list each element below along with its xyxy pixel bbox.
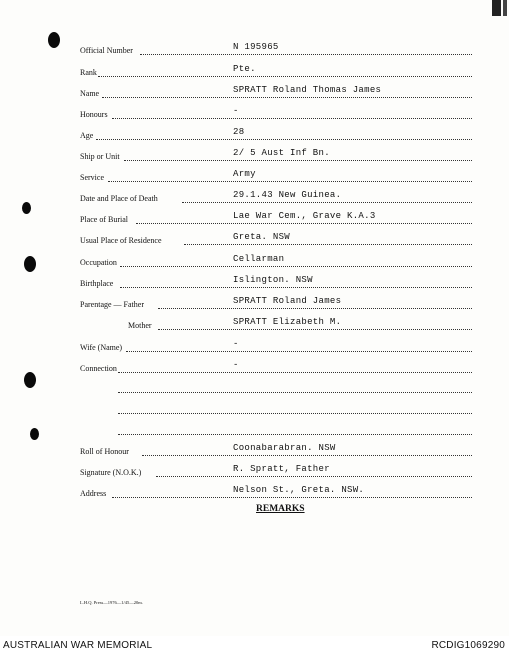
name-label: Name [80,89,100,98]
address-label: Address [80,489,107,498]
dotted-line [158,308,472,309]
printer-imprint: L.H.Q. Press—1976—1/45—20m. [80,600,143,605]
blank-dotted-line [118,413,472,414]
dotted-line [108,181,472,182]
dotted-line [112,497,472,498]
roll-of-honour-label: Roll of Honour [80,447,129,456]
service-label: Service [80,173,104,182]
dotted-line [98,76,472,77]
address-value: Nelson St., Greta. NSW. [233,485,365,495]
residence-value: Greta. NSW [233,232,291,242]
signature-value: R. Spratt, Father [233,464,330,474]
official-number-value: N 195965 [233,42,279,52]
name-value: SPRATT Roland Thomas James [233,85,382,95]
dotted-line [184,244,472,245]
father-label: Parentage — Father [80,300,144,309]
birthplace-value: Islington. NSW [233,275,313,285]
occupation-label: Occupation [80,258,117,267]
honours-label: Honours [80,110,108,119]
birthplace-label: Birthplace [80,279,114,288]
archive-footer [0,636,509,654]
connection-label: Connection [80,364,117,373]
dotted-line [118,372,472,373]
punch-hole [24,372,36,388]
dotted-line [142,455,472,456]
punch-hole [22,202,31,214]
dotted-line [158,329,472,330]
dotted-line [136,223,472,224]
residence-label: Usual Place of Residence [80,236,162,245]
corner-mark [492,0,501,16]
dotted-line [96,139,472,140]
wife-value: - [233,339,239,349]
remarks-heading: REMARKS [256,504,305,514]
rank-label: Rank [80,68,97,77]
honours-value: - [233,106,239,116]
age-value: 28 [233,127,245,137]
punch-hole [48,32,60,48]
blank-dotted-line [118,392,472,393]
mother-value: SPRATT Elizabeth M. [233,317,342,327]
dotted-line [182,202,472,203]
dotted-line [120,266,472,267]
service-value: Army [233,169,256,179]
connection-value: - [233,360,239,370]
burial-label: Place of Burial [80,215,128,224]
death-label: Date and Place of Death [80,194,158,203]
punch-hole [24,256,36,272]
dotted-line [120,287,472,288]
wife-label: Wife (Name) [80,343,123,352]
father-value: SPRATT Roland James [233,296,342,306]
dotted-line [112,118,472,119]
ship-or-unit-value: 2/ 5 Aust Inf Bn. [233,148,330,158]
dotted-line [124,160,472,161]
corner-mark [503,0,507,16]
blank-dotted-line [118,434,472,435]
punch-hole [30,428,39,440]
dotted-line [126,351,472,352]
rank-value: Pte. [233,64,256,74]
occupation-value: Cellarman [233,254,285,264]
official-number-label: Official Number [80,46,133,55]
dotted-line [140,54,472,55]
death-value: 29.1.43 New Guinea. [233,190,342,200]
ship-or-unit-label: Ship or Unit [80,152,120,161]
dotted-line [102,97,472,98]
signature-label: Signature (N.O.K.) [80,468,142,477]
age-label: Age [80,131,94,140]
footer-institution: AUSTRALIAN WAR MEMORIAL [3,640,153,651]
mother-label: Mother [128,321,152,330]
dotted-line [156,476,472,477]
roll-of-honour-value: Coonabarabran. NSW [233,443,336,453]
footer-record-id: RCDIG1069290 [431,640,505,651]
burial-value: Lae War Cem., Grave K.A.3 [233,211,376,221]
